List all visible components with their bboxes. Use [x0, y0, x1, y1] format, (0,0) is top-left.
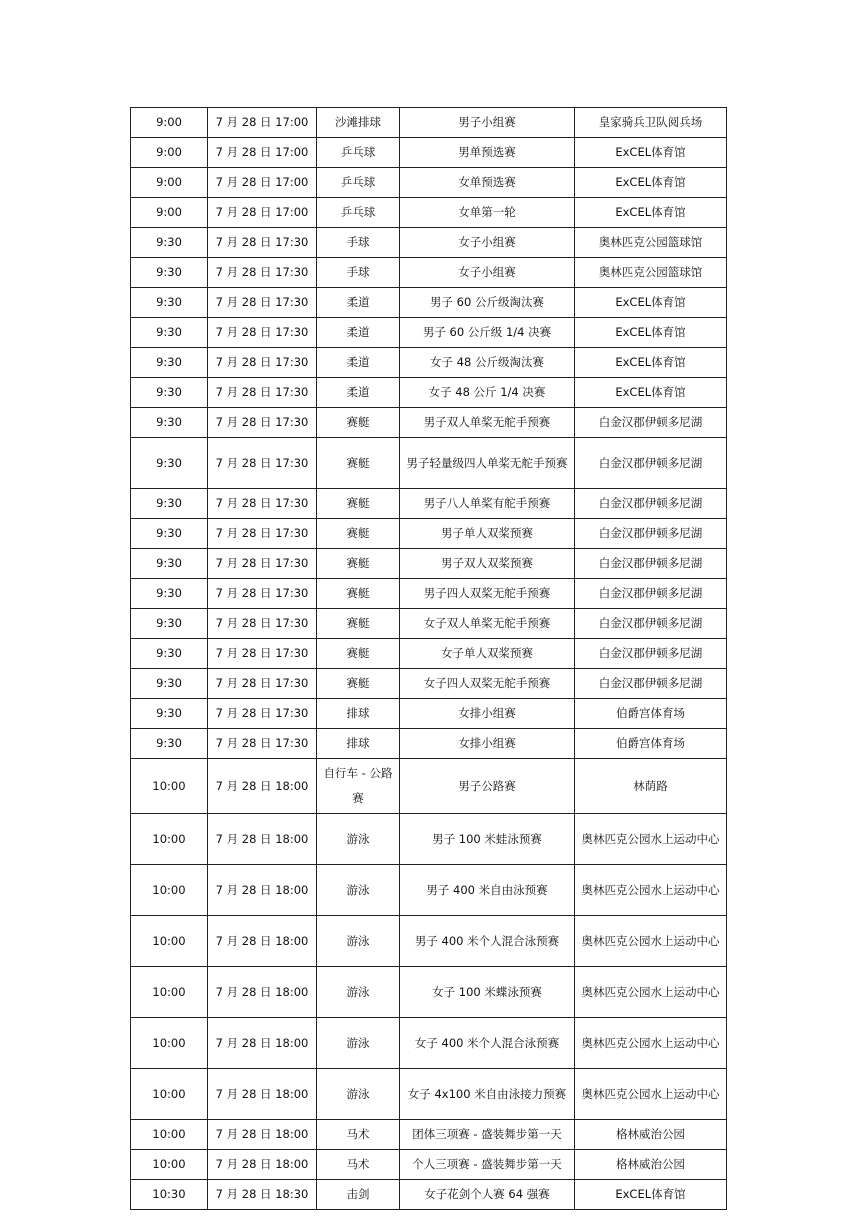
venue-cell: 伯爵宫体育场 [575, 699, 727, 729]
sport-cell: 击剑 [317, 1180, 400, 1210]
sport-cell: 乒乓球 [317, 138, 400, 168]
table-row [131, 699, 727, 729]
table-row [131, 288, 727, 318]
beijing-time-cell: 10:00 [131, 1069, 208, 1120]
venue-cell: 白金汉郡伊顿多尼湖 [575, 489, 727, 519]
london-date-cell: 7 月 28 日 18:00 [208, 916, 317, 967]
beijing-time-cell: 10:00 [131, 1018, 208, 1069]
sport-cell: 手球 [317, 228, 400, 258]
table-row [131, 348, 727, 378]
beijing-time-cell: 9:30 [131, 699, 208, 729]
table-row [131, 1018, 727, 1069]
event-cell: 女子四人双桨无舵手预赛 [400, 669, 575, 699]
beijing-time-cell: 9:30 [131, 378, 208, 408]
venue-cell: 林荫路 [575, 759, 727, 814]
beijing-time-cell: 9:30 [131, 549, 208, 579]
event-cell: 男子 400 米自由泳预赛 [400, 865, 575, 916]
venue-cell: 伯爵宫体育场 [575, 729, 727, 759]
london-date-cell: 7 月 28 日 17:00 [208, 168, 317, 198]
sport-cell: 游泳 [317, 814, 400, 865]
london-date-cell: 7 月 28 日 17:30 [208, 378, 317, 408]
event-cell: 男子 60 公斤级淘汰赛 [400, 288, 575, 318]
london-date-cell: 7 月 28 日 17:30 [208, 549, 317, 579]
london-date-cell: 7 月 28 日 18:00 [208, 1069, 317, 1120]
table-row [131, 729, 727, 759]
london-date-cell: 7 月 28 日 17:30 [208, 519, 317, 549]
venue-cell: 白金汉郡伊顿多尼湖 [575, 519, 727, 549]
event-cell: 男子双人双桨预赛 [400, 549, 575, 579]
venue-cell: ExCEL体育馆 [575, 168, 727, 198]
sport-cell: 游泳 [317, 865, 400, 916]
table-row [131, 168, 727, 198]
sport-cell: 赛艇 [317, 489, 400, 519]
sport-cell: 乒乓球 [317, 168, 400, 198]
london-date-cell: 7 月 28 日 17:30 [208, 348, 317, 378]
london-date-cell: 7 月 28 日 17:30 [208, 579, 317, 609]
event-cell: 女子 4x100 米自由泳接力预赛 [400, 1069, 575, 1120]
venue-cell: 格林威治公园 [575, 1150, 727, 1180]
sport-cell: 手球 [317, 258, 400, 288]
table-row [131, 138, 727, 168]
venue-cell: ExCEL体育馆 [575, 198, 727, 228]
london-date-cell: 7 月 28 日 17:30 [208, 318, 317, 348]
event-cell: 女子单人双桨预赛 [400, 639, 575, 669]
event-cell: 男子 60 公斤级 1/4 决赛 [400, 318, 575, 348]
venue-cell: 奥林匹克公园水上运动中心 [575, 1069, 727, 1120]
sport-cell: 赛艇 [317, 519, 400, 549]
beijing-time-cell: 10:00 [131, 865, 208, 916]
london-date-cell: 7 月 28 日 18:00 [208, 967, 317, 1018]
table-row [131, 258, 727, 288]
sport-cell: 柔道 [317, 318, 400, 348]
venue-cell: ExCEL体育馆 [575, 378, 727, 408]
london-date-cell: 7 月 28 日 17:00 [208, 108, 317, 138]
beijing-time-cell: 9:30 [131, 288, 208, 318]
table-row [131, 519, 727, 549]
london-date-cell: 7 月 28 日 17:30 [208, 669, 317, 699]
venue-cell: 奥林匹克公园篮球馆 [575, 258, 727, 288]
table-row [131, 579, 727, 609]
event-cell: 女子花剑个人赛 64 强赛 [400, 1180, 575, 1210]
london-date-cell: 7 月 28 日 18:00 [208, 759, 317, 814]
schedule-body [131, 108, 727, 1210]
table-row [131, 967, 727, 1018]
beijing-time-cell: 9:30 [131, 609, 208, 639]
venue-cell: 白金汉郡伊顿多尼湖 [575, 579, 727, 609]
sport-cell: 柔道 [317, 288, 400, 318]
event-cell: 女子 100 米蝶泳预赛 [400, 967, 575, 1018]
event-cell: 男子 400 米个人混合泳预赛 [400, 916, 575, 967]
table-row [131, 916, 727, 967]
table-row [131, 759, 727, 814]
event-cell: 男子单人双桨预赛 [400, 519, 575, 549]
sport-cell: 马术 [317, 1120, 400, 1150]
beijing-time-cell: 9:30 [131, 639, 208, 669]
london-date-cell: 7 月 28 日 17:30 [208, 729, 317, 759]
event-cell: 团体三项赛 - 盛装舞步第一天 [400, 1120, 575, 1150]
london-date-cell: 7 月 28 日 17:30 [208, 258, 317, 288]
event-cell: 男子公路赛 [400, 759, 575, 814]
sport-cell: 游泳 [317, 916, 400, 967]
table-row [131, 549, 727, 579]
beijing-time-cell: 10:00 [131, 1150, 208, 1180]
london-date-cell: 7 月 28 日 18:00 [208, 1018, 317, 1069]
event-cell: 女子 400 米个人混合泳预赛 [400, 1018, 575, 1069]
beijing-time-cell: 9:30 [131, 258, 208, 288]
table-row [131, 1069, 727, 1120]
event-cell: 女单预选赛 [400, 168, 575, 198]
sport-cell: 排球 [317, 729, 400, 759]
sport-cell: 赛艇 [317, 408, 400, 438]
table-row [131, 198, 727, 228]
sport-cell: 马术 [317, 1150, 400, 1180]
sport-cell: 赛艇 [317, 438, 400, 489]
event-cell: 男子四人双桨无舵手预赛 [400, 579, 575, 609]
beijing-time-cell: 10:00 [131, 967, 208, 1018]
event-cell: 男子 100 米蛙泳预赛 [400, 814, 575, 865]
london-date-cell: 7 月 28 日 17:30 [208, 699, 317, 729]
table-row [131, 378, 727, 408]
sport-cell: 赛艇 [317, 609, 400, 639]
venue-cell: 白金汉郡伊顿多尼湖 [575, 609, 727, 639]
beijing-time-cell: 9:30 [131, 669, 208, 699]
event-cell: 女子小组赛 [400, 228, 575, 258]
table-row [131, 1150, 727, 1180]
table-row [131, 865, 727, 916]
event-cell: 女子 48 公斤 1/4 决赛 [400, 378, 575, 408]
table-row [131, 408, 727, 438]
beijing-time-cell: 10:00 [131, 1120, 208, 1150]
london-date-cell: 7 月 28 日 17:00 [208, 198, 317, 228]
venue-cell: ExCEL体育馆 [575, 288, 727, 318]
sport-cell: 沙滩排球 [317, 108, 400, 138]
table-row [131, 489, 727, 519]
beijing-time-cell: 9:30 [131, 318, 208, 348]
beijing-time-cell: 10:00 [131, 814, 208, 865]
beijing-time-cell: 9:30 [131, 579, 208, 609]
event-cell: 男子双人单桨无舵手预赛 [400, 408, 575, 438]
beijing-time-cell: 9:00 [131, 168, 208, 198]
beijing-time-cell: 10:00 [131, 759, 208, 814]
venue-cell: 奥林匹克公园篮球馆 [575, 228, 727, 258]
beijing-time-cell: 10:30 [131, 1180, 208, 1210]
london-date-cell: 7 月 28 日 18:00 [208, 1120, 317, 1150]
london-date-cell: 7 月 28 日 17:30 [208, 288, 317, 318]
london-date-cell: 7 月 28 日 17:30 [208, 438, 317, 489]
venue-cell: 奥林匹克公园水上运动中心 [575, 1018, 727, 1069]
venue-cell: ExCEL体育馆 [575, 1180, 727, 1210]
sport-cell: 游泳 [317, 1018, 400, 1069]
venue-cell: 奥林匹克公园水上运动中心 [575, 865, 727, 916]
event-cell: 女排小组赛 [400, 729, 575, 759]
venue-cell: 皇家骑兵卫队阅兵场 [575, 108, 727, 138]
event-cell: 男子八人单桨有舵手预赛 [400, 489, 575, 519]
beijing-time-cell: 9:00 [131, 138, 208, 168]
table-row [131, 108, 727, 138]
table-row [131, 669, 727, 699]
london-date-cell: 7 月 28 日 17:30 [208, 609, 317, 639]
london-date-cell: 7 月 28 日 18:00 [208, 814, 317, 865]
beijing-time-cell: 9:00 [131, 108, 208, 138]
sport-cell: 赛艇 [317, 669, 400, 699]
beijing-time-cell: 9:30 [131, 438, 208, 489]
venue-cell: 奥林匹克公园水上运动中心 [575, 916, 727, 967]
sport-cell: 赛艇 [317, 579, 400, 609]
beijing-time-cell: 9:30 [131, 489, 208, 519]
venue-cell: 白金汉郡伊顿多尼湖 [575, 408, 727, 438]
table-row [131, 609, 727, 639]
table-row [131, 318, 727, 348]
schedule-table [130, 107, 727, 1210]
venue-cell: 白金汉郡伊顿多尼湖 [575, 639, 727, 669]
venue-cell: ExCEL体育馆 [575, 348, 727, 378]
event-cell: 男子小组赛 [400, 108, 575, 138]
beijing-time-cell: 9:00 [131, 198, 208, 228]
table-row [131, 438, 727, 489]
venue-cell: 白金汉郡伊顿多尼湖 [575, 549, 727, 579]
sport-cell: 柔道 [317, 378, 400, 408]
london-date-cell: 7 月 28 日 17:30 [208, 639, 317, 669]
beijing-time-cell: 9:30 [131, 408, 208, 438]
event-cell: 男子轻量级四人单桨无舵手预赛 [400, 438, 575, 489]
event-cell: 女单第一轮 [400, 198, 575, 228]
beijing-time-cell: 9:30 [131, 519, 208, 549]
event-cell: 男单预选赛 [400, 138, 575, 168]
london-date-cell: 7 月 28 日 18:00 [208, 1150, 317, 1180]
venue-cell: 白金汉郡伊顿多尼湖 [575, 669, 727, 699]
event-cell: 女子双人单桨无舵手预赛 [400, 609, 575, 639]
venue-cell: 奥林匹克公园水上运动中心 [575, 967, 727, 1018]
venue-cell: 格林威治公园 [575, 1120, 727, 1150]
beijing-time-cell: 9:30 [131, 228, 208, 258]
beijing-time-cell: 9:30 [131, 729, 208, 759]
sport-cell: 赛艇 [317, 549, 400, 579]
venue-cell: 白金汉郡伊顿多尼湖 [575, 438, 727, 489]
table-row [131, 1120, 727, 1150]
event-cell: 女子 48 公斤级淘汰赛 [400, 348, 575, 378]
venue-cell: 奥林匹克公园水上运动中心 [575, 814, 727, 865]
event-cell: 女排小组赛 [400, 699, 575, 729]
sport-cell: 赛艇 [317, 639, 400, 669]
sport-cell: 柔道 [317, 348, 400, 378]
sport-cell: 乒乓球 [317, 198, 400, 228]
sport-cell: 游泳 [317, 1069, 400, 1120]
event-cell: 个人三项赛 - 盛装舞步第一天 [400, 1150, 575, 1180]
table-row [131, 228, 727, 258]
london-date-cell: 7 月 28 日 18:30 [208, 1180, 317, 1210]
london-date-cell: 7 月 28 日 17:30 [208, 228, 317, 258]
sport-cell: 游泳 [317, 967, 400, 1018]
venue-cell: ExCEL体育馆 [575, 318, 727, 348]
venue-cell: ExCEL体育馆 [575, 138, 727, 168]
london-date-cell: 7 月 28 日 17:30 [208, 408, 317, 438]
table-row [131, 639, 727, 669]
london-date-cell: 7 月 28 日 17:00 [208, 138, 317, 168]
beijing-time-cell: 9:30 [131, 348, 208, 378]
event-cell: 女子小组赛 [400, 258, 575, 288]
beijing-time-cell: 10:00 [131, 916, 208, 967]
london-date-cell: 7 月 28 日 17:30 [208, 489, 317, 519]
table-row [131, 814, 727, 865]
london-date-cell: 7 月 28 日 18:00 [208, 865, 317, 916]
sport-cell: 自行车 - 公路赛 [317, 759, 400, 814]
sport-cell: 排球 [317, 699, 400, 729]
table-row [131, 1180, 727, 1210]
